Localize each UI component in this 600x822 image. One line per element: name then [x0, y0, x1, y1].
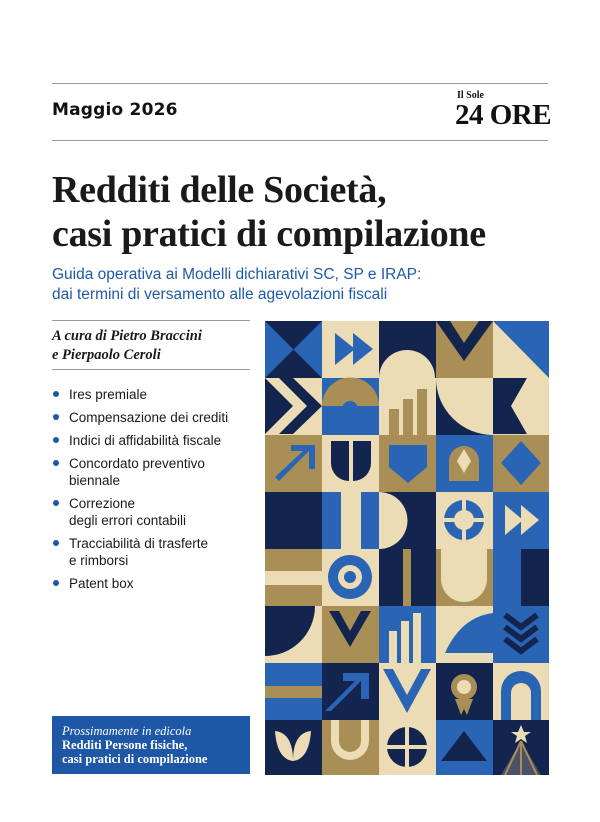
topic-line: Compensazione dei crediti	[69, 410, 229, 425]
logo-small-text: Il Sole	[457, 90, 484, 101]
bullet-icon	[53, 391, 59, 397]
tile	[436, 549, 493, 606]
tile	[322, 663, 379, 720]
topic-item	[52, 455, 262, 489]
topic-item	[52, 495, 262, 529]
tile	[379, 378, 436, 435]
page-title	[52, 168, 572, 256]
tile	[436, 606, 493, 663]
tile	[493, 663, 549, 720]
issue-date: Maggio 2026	[52, 100, 178, 120]
title-line-1: Redditi delle Società,	[52, 169, 387, 211]
tile	[379, 663, 436, 720]
tile	[265, 549, 322, 606]
tile	[493, 435, 549, 492]
topic-line: Patent box	[69, 576, 134, 591]
tile	[379, 549, 436, 606]
tile	[322, 720, 379, 775]
header-rule	[52, 140, 548, 141]
topic-line: Concordato preventivo	[69, 456, 205, 471]
curators-bottom-rule	[52, 369, 250, 370]
curators-top-rule	[52, 320, 250, 321]
tile	[493, 549, 549, 606]
tile	[265, 492, 322, 549]
tile	[493, 321, 549, 378]
bullet-icon	[53, 540, 59, 546]
promo-box	[52, 716, 250, 774]
promo-kicker: Prossimamente in edicola	[62, 724, 192, 738]
publisher-logo	[455, 90, 550, 134]
curators-line-2: e Pierpaolo Ceroli	[52, 347, 161, 363]
tile	[436, 321, 493, 378]
topic-line: Indici di affidabilità fiscale	[69, 433, 222, 448]
tile	[493, 378, 549, 435]
topic-line: Ires premiale	[69, 387, 148, 402]
topic-line: degli errori contabili	[69, 513, 187, 528]
curators-line-1: A cura di Pietro Braccini	[52, 328, 202, 344]
tile	[493, 720, 549, 775]
tile	[436, 435, 493, 492]
tile	[322, 492, 379, 549]
bullet-icon	[53, 580, 59, 586]
promo-title-line-2: casi pratici di compilazione	[62, 752, 208, 766]
bullet-icon	[53, 460, 59, 466]
tile	[436, 492, 493, 549]
topic-item	[52, 535, 262, 569]
tile	[265, 663, 322, 720]
tile	[265, 720, 322, 775]
subtitle	[52, 265, 512, 305]
tile	[493, 606, 549, 663]
tile	[493, 492, 549, 549]
tile	[379, 492, 436, 549]
tile	[379, 435, 436, 492]
tile	[322, 435, 379, 492]
tile	[265, 606, 322, 663]
curators	[52, 327, 252, 365]
promo-title-line-1: Redditi Persone fisiche,	[62, 738, 188, 752]
tile	[322, 378, 379, 435]
topic-line: Correzione	[69, 496, 136, 511]
topic-item	[52, 386, 262, 403]
tile	[436, 663, 493, 720]
topic-item	[52, 409, 262, 426]
bullet-icon	[53, 500, 59, 506]
tile	[265, 378, 322, 435]
topic-line: e rimborsi	[69, 553, 129, 568]
bullet-icon	[53, 414, 59, 420]
subtitle-line-2: dai termini di versamento alle agevolazioni fiscali	[52, 286, 388, 303]
logo-big-text: 24 ORE	[455, 99, 552, 131]
topic-line: biennale	[69, 473, 121, 488]
title-line-2: casi pratici di compilazione	[52, 213, 486, 255]
topic-item	[52, 432, 262, 449]
tile	[436, 378, 493, 435]
subtitle-line-1: Guida operativa ai Modelli dichiarativi SC, SP e IRAP:	[52, 266, 422, 283]
top-rule	[52, 83, 548, 84]
bullet-icon	[53, 437, 59, 443]
tile	[265, 435, 322, 492]
topic-item	[52, 575, 262, 592]
topics-list	[52, 386, 262, 598]
tile	[322, 549, 379, 606]
geometric-pattern-illustration	[265, 321, 549, 775]
topic-line: Tracciabilità di trasferte	[69, 536, 209, 551]
tile	[436, 720, 493, 775]
tile	[322, 321, 379, 378]
tile	[322, 606, 379, 663]
tile	[379, 720, 436, 775]
tile	[379, 606, 436, 663]
tile	[265, 321, 322, 378]
